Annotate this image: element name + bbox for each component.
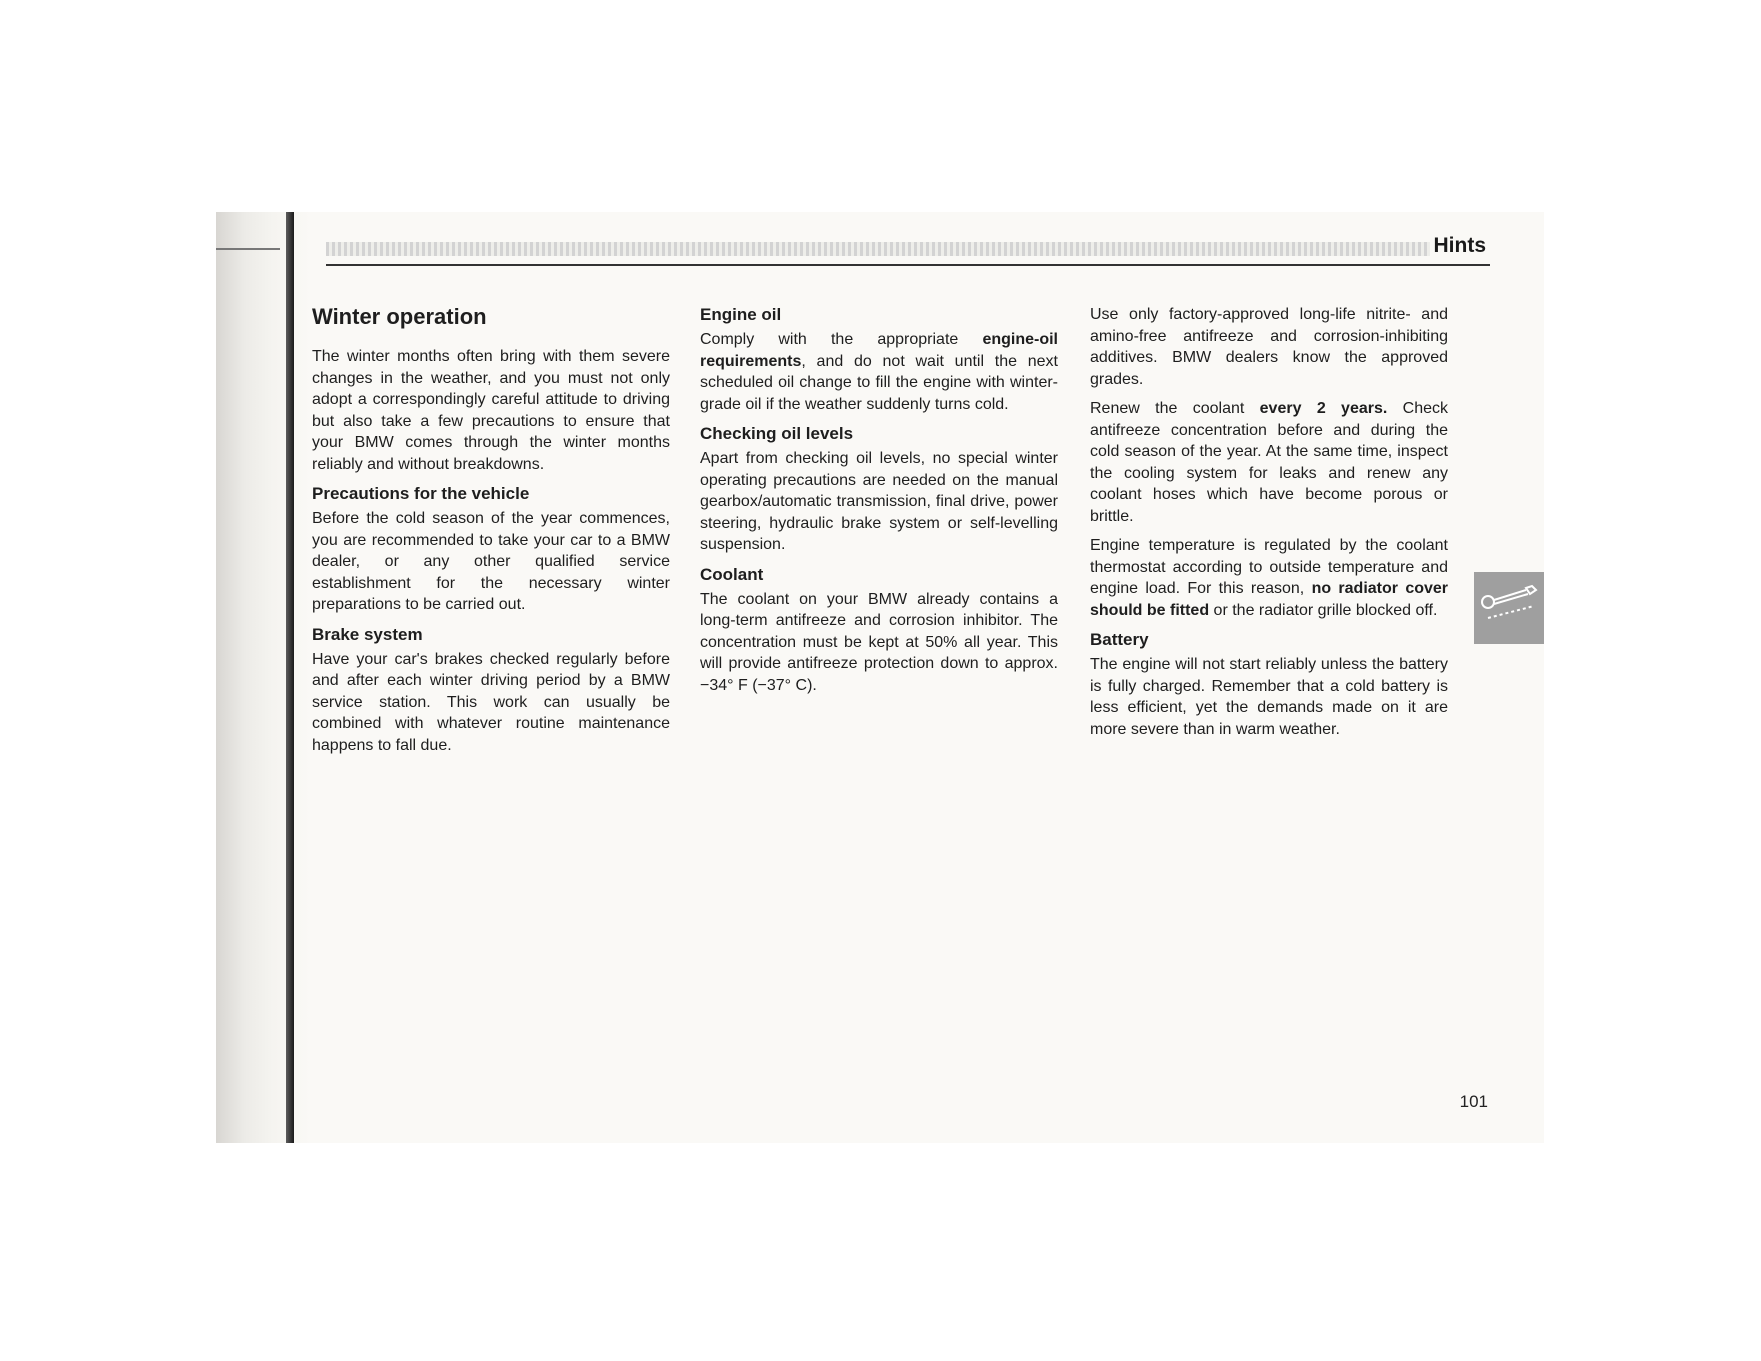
page-title: Winter operation bbox=[312, 304, 487, 329]
column-1 bbox=[312, 292, 670, 764]
engine-temp-text: Engine temperature is regulated by the coolant thermostat according to outside temperature and engine load. For this reason, no radiator cover should be fitted or the radiator grille blocked off. bbox=[1090, 537, 1449, 619]
book-binding bbox=[216, 212, 311, 1143]
binding-mark bbox=[216, 248, 280, 250]
precautions-heading: Precautions for the vehicle bbox=[312, 484, 530, 503]
header-rule bbox=[326, 264, 1490, 266]
page-number: 101 bbox=[1459, 1092, 1488, 1111]
header-bar bbox=[326, 242, 1430, 256]
coolant-text: The coolant on your BMW already contains a long-term antifreeze and corrosion inhibitor. The concentration must be kept at 50% all year. This will provide antifreeze protection down to approx. −34° F (−37° C). bbox=[700, 590, 1058, 694]
section-title: Hints bbox=[1433, 234, 1486, 257]
battery-heading: Battery bbox=[1090, 630, 1149, 649]
checking-heading: Checking oil levels bbox=[700, 424, 854, 443]
coolant-heading: Coolant bbox=[700, 564, 764, 584]
manual-page bbox=[216, 212, 1544, 1143]
wrench-icon bbox=[1474, 572, 1544, 644]
renew-text: Renew the coolant every 2 years. Check antifreeze concentration before and during the cold season of the year. At the same time, inspect the cooling system for leaks and renew any coolant hoses which have become porous or brittle. bbox=[1090, 400, 1448, 525]
binding-edge bbox=[286, 212, 294, 1143]
column-3 bbox=[1090, 292, 1448, 748]
brake-heading: Brake system bbox=[312, 624, 423, 644]
battery-text: The engine will not start reliably unless the battery is fully charged. Remember that a cold battery is less efficient, yet the demands made on it are more severe than in warm weather. bbox=[1090, 656, 1448, 738]
engine-oil-text: Comply with the appropriate engine-oil requirements, and do not wait until the next scheduled oil change to fill the engine with winter-grade oil if the weather suddenly turns cold. bbox=[700, 331, 1058, 413]
renew-emphasis: every 2 years. bbox=[1259, 400, 1388, 417]
factory-text: Use only factory-approved long-life nitrite- and amino-free antifreeze and corrosion-inhibiting additives. BMW dealers know the approved grades. bbox=[1090, 306, 1448, 388]
winter-intro: The winter months often bring with them severe changes in the weather, and you must not only adopt a correspondingly careful attitude to driving but also take a few precautions to ensure that your BMW comes through the winter months reliably and without breakdowns. bbox=[312, 348, 670, 473]
checking-text: Apart from checking oil levels, no special winter operating precautions are needed on the manual gearbox/automatic transmission, final drive, power steering, hydraulic brake system or self-levelling suspension. bbox=[700, 450, 1058, 553]
section-tab bbox=[1474, 572, 1544, 644]
engine-oil-emphasis: engine-oil requirements bbox=[700, 331, 1058, 370]
column-2 bbox=[700, 292, 1058, 704]
radiator-emphasis: no radiator cover should be fitted bbox=[1090, 580, 1449, 619]
brake-text: Have your car's brakes checked regularly before and after each winter driving period by a BMW service station. This work can usually be combined with whatever routine maintenance happens to fall due. bbox=[312, 650, 670, 754]
engine-oil-heading: Engine oil bbox=[700, 305, 782, 324]
precautions-text: Before the cold season of the year commences, you are recommended to take your car to a BMW dealer, or any other qualified service establishment for the necessary winter preparations to be carried out. bbox=[312, 510, 670, 613]
